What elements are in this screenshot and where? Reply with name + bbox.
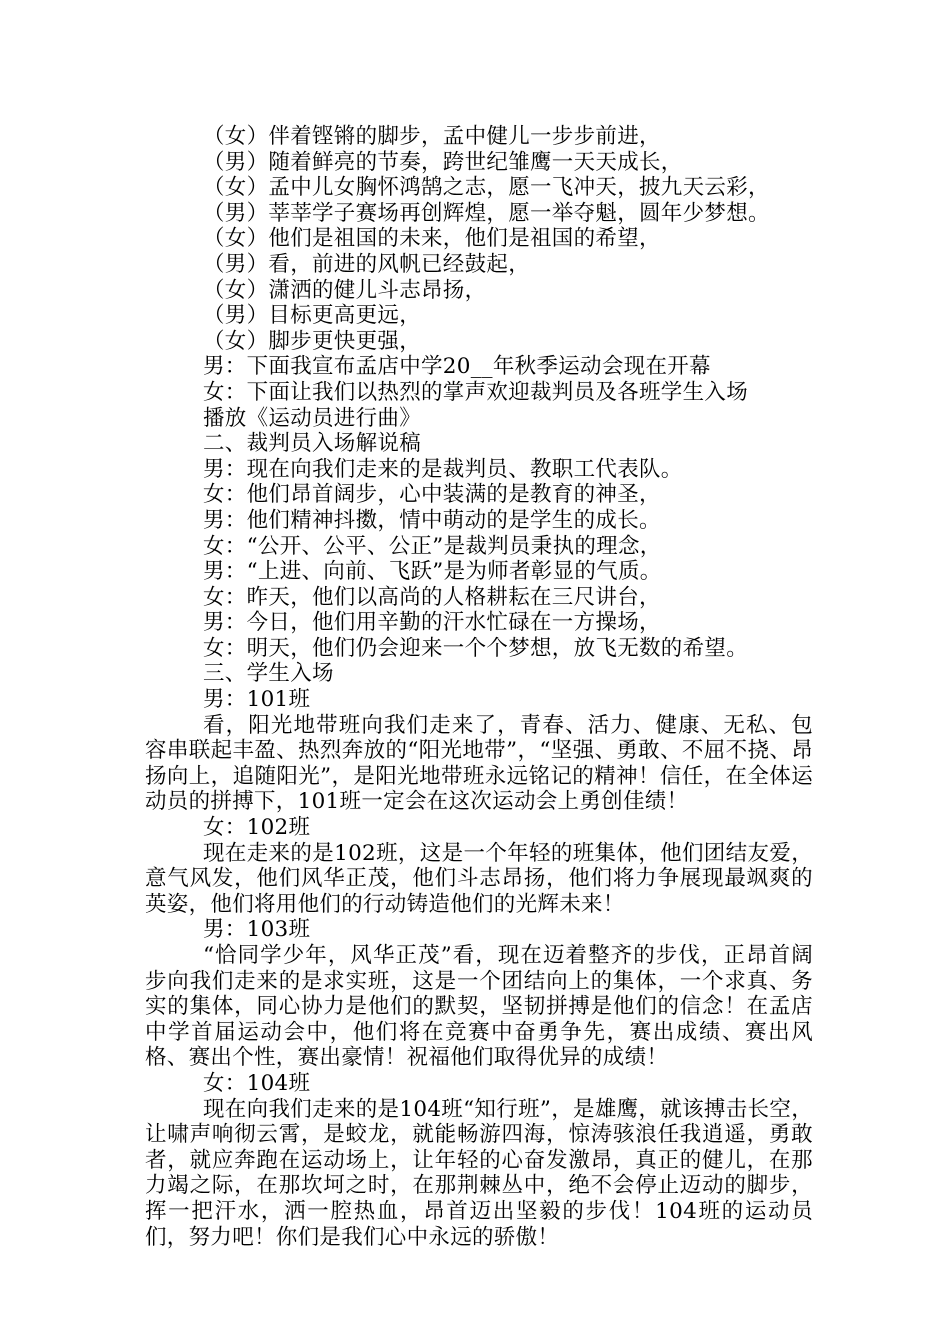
class-heading: 女：102班 xyxy=(203,815,311,841)
text-line: 女：下面让我们以热烈的掌声欢迎裁判员及各班学生入场 xyxy=(203,379,749,405)
class-102-paragraph: 现在走来的是102班，这是一个年轻的班集体，他们团结友爱，意气风发，他们风华正茂，他们斗志昂扬，他们将力争展现最飒爽的英姿，他们将用他们的行动铸造他们的光辉未来！ xyxy=(145,840,813,917)
text-line: 男：下面我宣布孟店中学20__年秋季运动会现在开幕 xyxy=(203,354,711,380)
text-line: 男：现在向我们走来的是裁判员、教职工代表队。 xyxy=(203,456,683,482)
section-heading: 二、裁判员入场解说稿 xyxy=(203,431,422,457)
class-104-paragraph: 现在向我们走来的是104班“知行班”，是雄鹰，就该搏击长空，让啸声响彻云霄，是蛟龙，就能畅游四海，惊涛骇浪任我逍遥，勇敢者，就应奔跑在运动场上，让年轻的心奋发激昂，真正的健儿，在那力竭之际，在那坎坷之时，在那荆棘丛中，绝不会停止迈动的脚步，挥一把汗水，洒一腔热血，昂首迈出坚毅的步伐！104班的运动员们，努力吧！你们是我们心中永远的骄傲！ xyxy=(145,1096,813,1250)
class-103-paragraph: “恰同学少年，风华正茂”看，现在迈着整齐的步伐，正昂首阔步向我们走来的是求实班，这是一个团结向上的集体，一个求真、务实的集体，同心协力是他们的默契，坚韧拼搏是他们的信念！在孟店中学首届运动会中，他们将在竞赛中奋勇争先，赛出成绩、赛出风格、赛出个性，赛出豪情！祝福他们取得优异的成绩！ xyxy=(145,943,813,1071)
text-line: 播放《运动员进行曲》 xyxy=(203,405,422,431)
text-line: 女：他们昂首阔步，心中装满的是教育的神圣， xyxy=(203,482,661,508)
text-line: 女：“公开、公平、公正”是裁判员秉执的理念， xyxy=(203,533,662,559)
text-line: （女）他们是祖国的未来，他们是祖国的希望， xyxy=(203,226,661,252)
text-line: （男）莘莘学子赛场再创辉煌，愿一举夺魁，圆年少梦想。 xyxy=(203,200,770,226)
text-line: （男）看，前进的风帆已经鼓起， xyxy=(203,251,531,277)
class-heading: 女：104班 xyxy=(203,1070,311,1096)
text-line: （男）目标更高更远， xyxy=(203,303,422,329)
class-101-paragraph: 看，阳光地带班向我们走来了，青春、活力、健康、无私、包容串联起丰盈、热烈奔放的“阳光地带”，“坚强、勇敢、不屈不挠、昂扬向上，追随阳光”，是阳光地带班永远铭记的精神！信任，在全体运动员的拼搏下，101班一定会在这次运动会上勇创佳绩！ xyxy=(145,712,813,815)
text-line: 男：今日，他们用辛勤的汗水忙碌在一方操场， xyxy=(203,610,661,636)
text-line: （男）随着鲜亮的节奏，跨世纪雏鹰一天天成长， xyxy=(203,149,683,175)
text-line: （女）潇洒的健儿斗志昂扬， xyxy=(203,277,487,303)
text-line: （女）伴着铿锵的脚步，孟中健儿一步步前进， xyxy=(203,124,661,149)
document-page xyxy=(145,124,813,1250)
class-heading: 男：103班 xyxy=(203,917,311,943)
class-heading: 男：101班 xyxy=(203,687,311,713)
text-line: 男：他们精神抖擞，情中萌动的是学生的成长。 xyxy=(203,507,661,533)
text-line: 女：昨天，他们以高尚的人格耕耘在三尺讲台， xyxy=(203,584,661,610)
text-line: （女）孟中儿女胸怀鸿鹄之志，愿一飞冲天，披九天云彩， xyxy=(203,175,770,201)
section-heading: 三、学生入场 xyxy=(203,661,334,687)
text-line: 女：明天，他们仍会迎来一个个梦想，放飞无数的希望。 xyxy=(203,635,749,661)
text-line: （女）脚步更快更强， xyxy=(203,328,422,354)
text-line: 男：“上进、向前、飞跃”是为师者彰显的气质。 xyxy=(203,559,662,585)
